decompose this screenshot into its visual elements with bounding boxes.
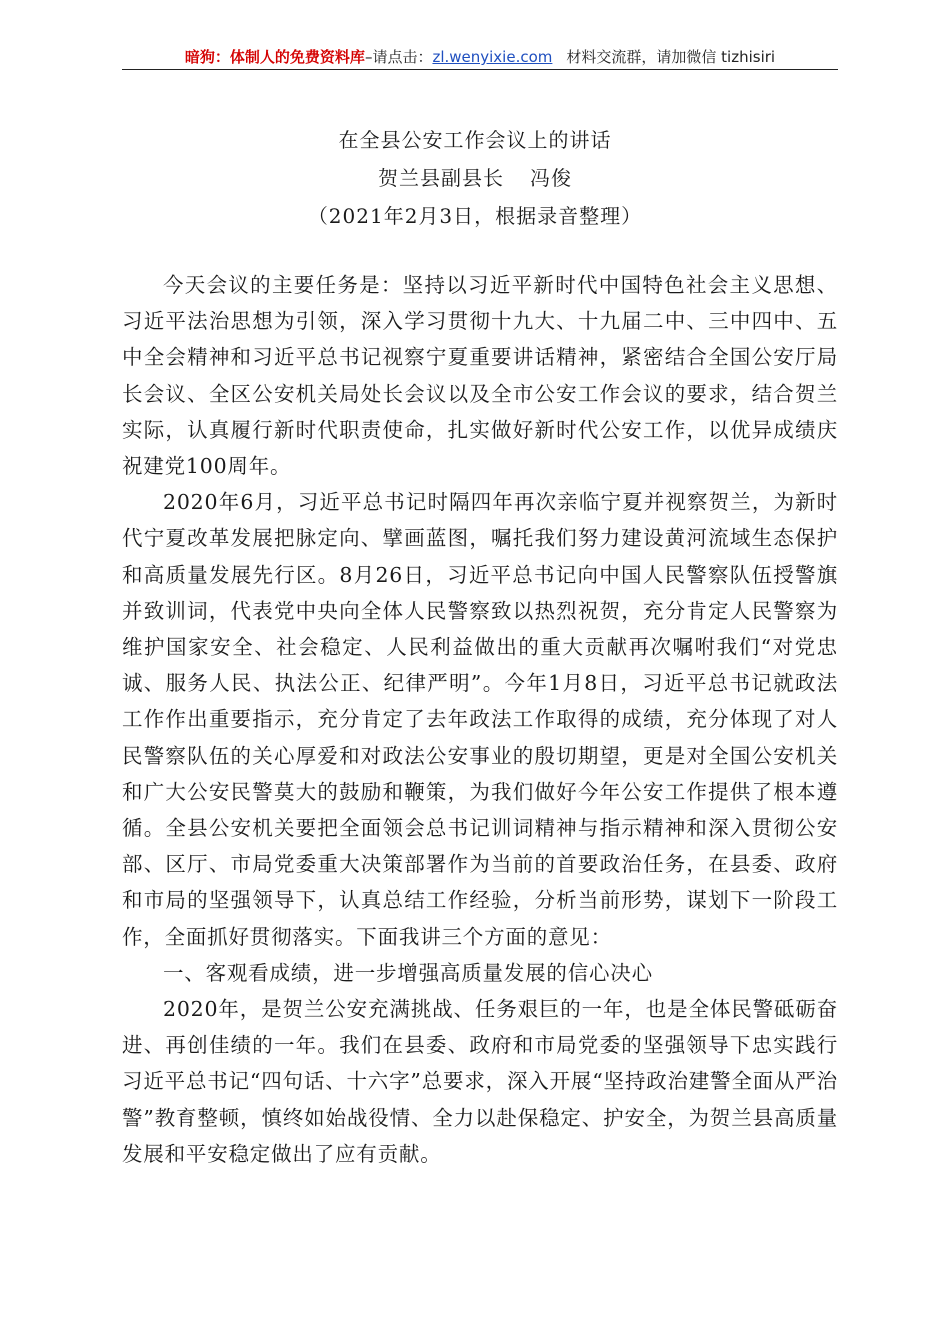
document-body <box>122 267 838 1172</box>
speaker-name: 冯俊 <box>530 166 572 190</box>
date-note: （2021年2月3日，根据录音整理） <box>307 204 643 228</box>
speaker-line <box>0 162 950 191</box>
header-link[interactable]: zl.wenyixie.com <box>432 48 553 66</box>
document-title: 在全县公安工作会议上的讲话 <box>338 128 612 152</box>
header-prompt: –请点击： <box>364 48 433 66</box>
page-header <box>122 44 838 70</box>
header-brand: 暗狗：体制人的免费资料库 <box>184 48 365 66</box>
paragraph: 2020年6月，习近平总书记时隔四年再次亲临宁夏并视察贺兰，为新时代宁夏改革发展把脉定向、擘画蓝图，嘱托我们努力建设黄河流域生态保护和高质量发展先行区。8月26日，习近平总书记向中国人民警察队伍授警旗并致训词，代表党中央向全体人民警察致以热烈祝贺，充分肯定人民警察为维护国家安全、社会稳定、人民利益做出的重大贡献再次嘱咐我们“对党忠诚、服务人民、执法公正、纪律严明”。今年1月8日，习近平总书记就政法工作作出重要指示，充分肯定了去年政法工作取得的成绩，充分体现了对人民警察队伍的关心厚爱和对政法公安事业的殷切期望，更是对全国公安机关和广大公安民警莫大的鼓励和鞭策，为我们做好今年公安工作提供了根本遵循。全县公安机关要把全面领会总书记训词精神与指示精神和深入贯彻公安部、区厅、市局党委重大决策部署作为当前的首要政治任务，在县委、政府和市局的坚强领导下，认真总结工作经验，分析当前形势，谋划下一阶段工作，全面抓好贯彻落实。下面我讲三个方面的意见： <box>122 490 838 949</box>
speaker-org: 贺兰县副县长 <box>378 166 504 190</box>
paragraph: 今天会议的主要任务是：坚持以习近平新时代中国特色社会主义思想、习近平法治思想为引领，深入学习贯彻十九大、十九届二中、三中四中、五中全会精神和习近平总书记视察宁夏重要讲话精神，紧密结合全国公安厅局长会议、全区公安机关局处长会议以及全市公安工作会议的要求，结合贺兰实际，认真履行新时代职责使命，扎实做好新时代公安工作，以优异成绩庆祝建党100周年。 <box>122 273 838 479</box>
header-contact: 材料交流群，请加微信 tizhisiri <box>566 48 776 66</box>
section-heading: 一、客观看成绩，进一步增强高质量发展的信心决心 <box>163 960 653 985</box>
paragraph: 2020年，是贺兰公安充满挑战、任务艰巨的一年，也是全体民警砥砺奋进、再创佳绩的一年。我们在县委、政府和市局党委的坚强领导下忠实践行习近平总书记“四句话、十六字”总要求，深入开展“坚持政治建警全面从严治警”教育整顿，慎终如始战役情、全力以赴保稳定、护安全，为贺兰县高质量发展和平安稳定做出了应有贡献。 <box>122 997 838 1166</box>
